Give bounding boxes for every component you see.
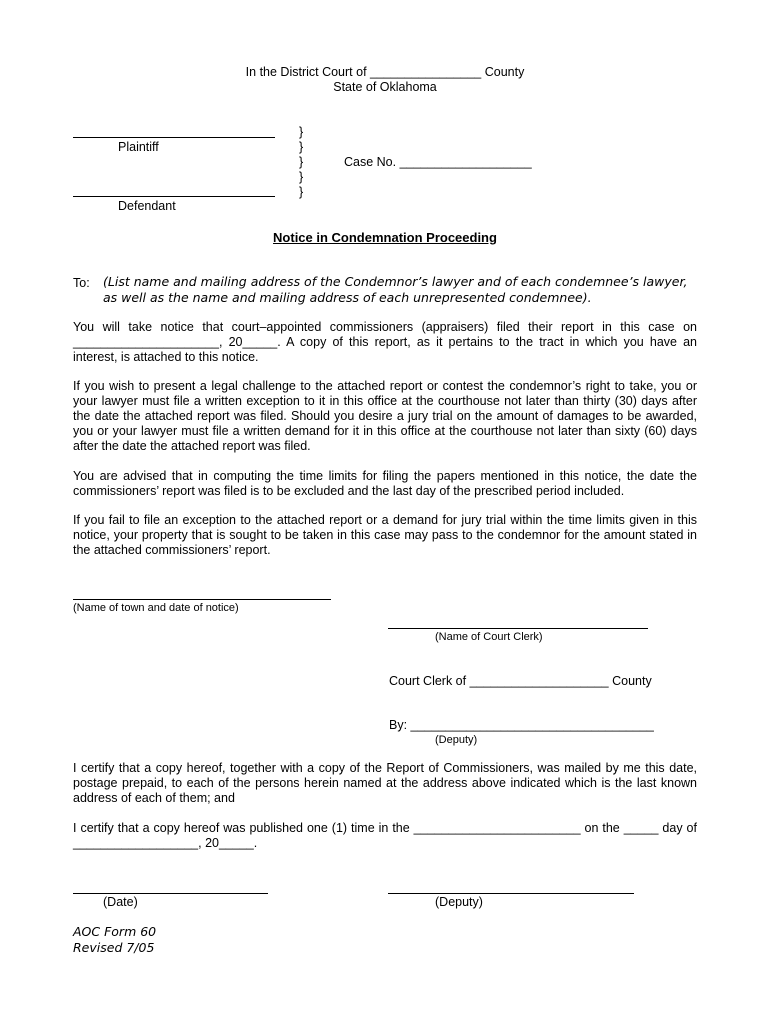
date-signature-line[interactable] — [73, 893, 268, 894]
certify-publication-paragraph: I certify that a copy hereof was published one (1) time in the ________________________ on the _____ day of __________________, 20_____. — [73, 821, 697, 850]
defendant-line[interactable] — [73, 196, 275, 197]
court-clerk-county: Court Clerk of ____________________ County — [389, 674, 652, 688]
court-clerk-name-line[interactable] — [388, 628, 648, 629]
town-date-line[interactable] — [73, 599, 331, 600]
date-label: (Date) — [103, 895, 138, 909]
bottom-deputy-label: (Deputy) — [435, 895, 483, 909]
form-revised: Revised 7/05 — [73, 940, 155, 955]
caption-brace: } — [299, 140, 304, 154]
notice-paragraph-challenge: If you wish to present a legal challenge to the attached report or contest the condemnor’s right to take, you or your lawyer must file a written exception to it in this office at the courthouse not later than thirty (30) days after the date the attached report was filed. Should you desire a jury trial on the amount of damages to be awarded, you or your lawyer must file a written demand for it in this office at the courthouse not later than sixty (60) days after the date the attached report was filed. — [73, 379, 697, 453]
notice-paragraph-filed: You will take notice that court–appointed commissioners (appraisers) filed their report in this case on _____________________, 20_____. A copy of this report, as it pertains to the tract in which you have an interest, is attached to this notice. — [73, 320, 697, 364]
notice-paragraph-failure: If you fail to file an exception to the attached report or a demand for jury trial within the time limits given in this notice, your property that is sought to be taken in this case may pass to the condemnor for the amount stated in the attached commissioners’ report. — [73, 513, 697, 557]
deputy-label: (Deputy) — [435, 734, 478, 746]
town-date-label: (Name of town and date of notice) — [73, 602, 239, 614]
to-label: To: — [73, 276, 90, 290]
document-title: Notice in Condemnation Proceeding — [273, 230, 497, 245]
to-instruction-line2: as well as the name and mailing address of each unrepresented condemnee). — [103, 290, 592, 305]
plaintiff-line[interactable] — [73, 137, 275, 138]
caption-brace: } — [299, 125, 304, 139]
deputy-signature-line[interactable] — [388, 893, 634, 894]
notice-paragraph-time-limits: You are advised that in computing the time limits for filing the papers mentioned in this notice, the date the commissioners’ report was filed is to be excluded and the last day of the prescribed period included. — [73, 469, 697, 498]
caption-brace: } — [299, 155, 304, 169]
state-heading: State of Oklahoma — [333, 80, 437, 94]
by-deputy-line: By: ___________________________________ — [389, 718, 654, 732]
defendant-label: Defendant — [118, 199, 176, 213]
court-heading: In the District Court of ________________ County — [245, 65, 525, 79]
to-instruction-line1: (List name and mailing address of the Condemnor’s lawyer and of each condemnee’s lawyer, — [103, 274, 688, 289]
form-name: AOC Form 60 — [73, 924, 157, 939]
caption-brace: } — [299, 170, 304, 184]
caption-brace: } — [299, 185, 304, 199]
plaintiff-label: Plaintiff — [118, 140, 159, 154]
case-number: Case No. ___________________ — [344, 155, 532, 169]
certify-mailing-paragraph: I certify that a copy hereof, together with a copy of the Report of Commissioners, was mailed by me this date, postage prepaid, to each of the persons herein named at the address above indicated which is the last known address of each of them; and — [73, 761, 697, 805]
court-clerk-name-label: (Name of Court Clerk) — [435, 631, 543, 643]
